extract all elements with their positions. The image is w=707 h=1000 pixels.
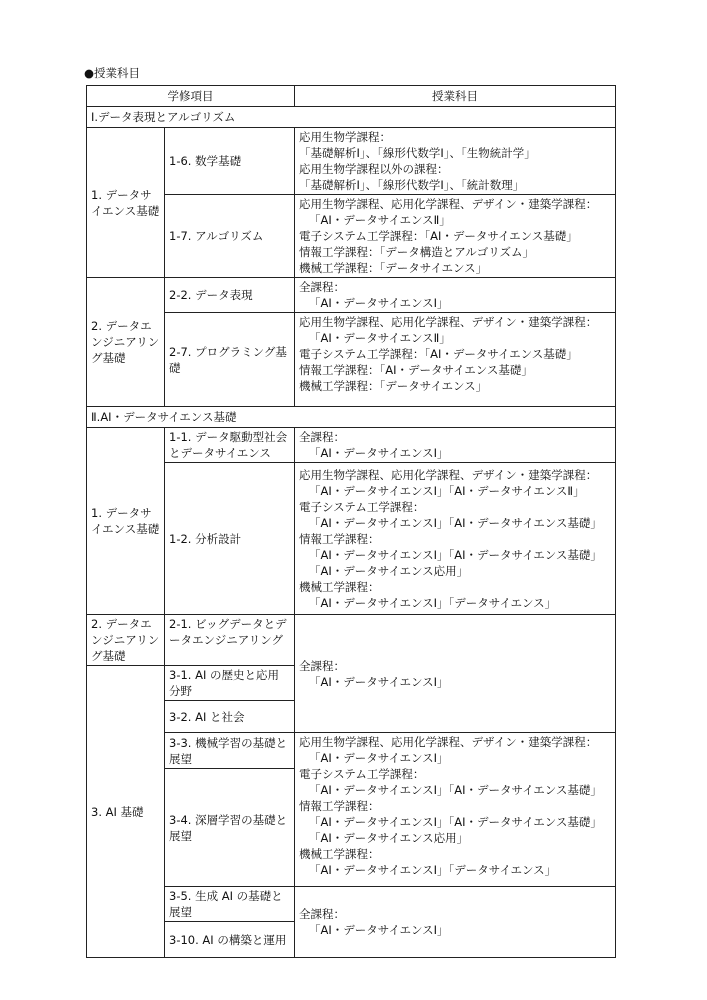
course-lines — [299, 129, 611, 193]
course-line: 「AI・データサイエンスⅠ」「AI・データサイエンス基礎」 — [309, 547, 602, 562]
table-header-row — [87, 86, 616, 107]
course-lines — [299, 314, 611, 394]
course-line: 「AI・データサイエンスⅠ」「AI・データサイエンス基礎」 — [309, 815, 602, 829]
major-item: 2. データエンジニアリング基礎 — [87, 615, 165, 666]
course-line: 情報工学課程：「データ構造とアルゴリズム」 — [299, 245, 535, 259]
minor-item: 3-10. AI の構築と運用 — [165, 922, 295, 958]
course-line: 機械工学課程：「データサイエンス」 — [299, 261, 488, 275]
course-line: 全課程： — [299, 430, 345, 444]
course-line: 電子システム工学課程：「AI・データサイエンス基礎」 — [299, 229, 578, 243]
section-title: Ⅰ.データ表現とアルゴリズム — [87, 107, 616, 128]
course-line: 「AI・データサイエンスⅠ」 — [309, 923, 449, 937]
minor-item: 3-3. 機械学習の基礎と展望 — [165, 733, 295, 769]
section-row — [87, 107, 616, 128]
course-line: 機械工学課程： — [299, 847, 380, 861]
course-line: 電子システム工学課程： — [299, 767, 425, 781]
course-line: 応用生物学課程、応用化学課程、デザイン・建築学課程： — [299, 735, 598, 749]
course-line: 情報工学課程： — [299, 799, 380, 813]
major-item: 1. データサイエンス基礎 — [87, 428, 165, 615]
header-courses: 授業科目 — [295, 86, 616, 107]
header-study-items: 学修項目 — [87, 86, 295, 107]
course-line: 「AI・データサイエンスⅠ」 — [309, 674, 449, 689]
courses-cell — [295, 615, 616, 733]
courses-cell — [295, 887, 616, 958]
course-line: 「AI・データサイエンスⅠ」 — [309, 446, 449, 460]
minor-item: 3-4. 深層学習の基礎と展望 — [165, 769, 295, 887]
course-line: 応用生物学課程、応用化学課程、デザイン・建築学課程： — [299, 197, 598, 211]
course-line: 電子システム工学課程： — [299, 499, 425, 514]
course-line: 「基礎解析Ⅰ」、「線形代数学Ⅰ」、「統計数理」 — [299, 178, 525, 192]
course-line: 応用生物学課程： — [299, 130, 391, 144]
minor-item: 3-5. 生成 AI の基礎と展望 — [165, 887, 295, 922]
major-item: 3. AI 基礎 — [87, 666, 165, 958]
table-row — [87, 887, 616, 922]
courses-cell — [295, 128, 616, 195]
course-line: 「AI・データサイエンスⅡ」 — [309, 213, 451, 227]
course-lines — [299, 467, 611, 611]
table-row — [87, 428, 616, 463]
table-row — [87, 615, 616, 666]
course-lines — [299, 906, 611, 938]
minor-item: 1-1. データ駆動型社会とデータサイエンス — [165, 428, 295, 463]
course-line: 「基礎解析Ⅰ」、「線形代数学Ⅰ」、「生物統計学」 — [299, 146, 536, 160]
course-line: 「AI・データサイエンスⅠ」「データサイエンス」 — [309, 595, 557, 610]
table-row — [87, 313, 616, 407]
major-item: 2. データエンジニアリング基礎 — [87, 278, 165, 407]
minor-item: 2-1. ビッグデータとデータエンジニアリング — [165, 615, 295, 666]
major-item: 1. データサイエンス基礎 — [87, 128, 165, 278]
course-line: 電子システム工学課程：「AI・データサイエンス基礎」 — [299, 347, 578, 361]
course-lines — [299, 658, 611, 690]
minor-item: 2-2. データ表現 — [165, 278, 295, 313]
course-line: 応用生物学課程、応用化学課程、デザイン・建築学課程： — [299, 467, 598, 482]
table-row — [87, 278, 616, 313]
course-line: 機械工学課程： — [299, 579, 380, 594]
section-heading: ●授業科目 — [84, 66, 141, 80]
minor-item: 2-7. プログラミング基礎 — [165, 313, 295, 407]
courses-cell — [295, 195, 616, 278]
courses-cell — [295, 278, 616, 313]
course-line: 情報工学課程：「AI・データサイエンス基礎」 — [299, 363, 533, 377]
course-lines — [299, 429, 611, 461]
courses-cell — [295, 428, 616, 463]
course-line: 「AI・データサイエンスⅠ」「データサイエンス」 — [309, 863, 557, 877]
course-lines — [299, 279, 611, 311]
course-lines — [299, 734, 611, 878]
course-line: 機械工学課程：「データサイエンス」 — [299, 379, 488, 393]
course-line: 情報工学課程： — [299, 531, 380, 546]
course-line: 全課程： — [299, 658, 345, 673]
curriculum-table — [86, 85, 616, 958]
minor-item: 1-2. 分析設計 — [165, 463, 295, 615]
table-row — [87, 195, 616, 278]
minor-item: 1-6. 数学基礎 — [165, 128, 295, 195]
course-line: 「AI・データサイエンスⅠ」 — [309, 296, 449, 310]
table-row — [87, 463, 616, 615]
course-line: 「AI・データサイエンスⅡ」 — [309, 331, 451, 345]
course-line: 「AI・データサイエンスⅠ」「AI・データサイエンス基礎」 — [309, 515, 602, 530]
course-line: 全課程： — [299, 280, 345, 294]
minor-item: 1-7. アルゴリズム — [165, 195, 295, 278]
course-line: 応用生物学課程、応用化学課程、デザイン・建築学課程： — [299, 315, 598, 329]
course-line: 全課程： — [299, 907, 345, 921]
course-lines — [299, 196, 611, 276]
course-line: 「AI・データサイエンス応用」 — [309, 563, 469, 578]
section-title: Ⅱ.AI・データサイエンス基礎 — [87, 407, 616, 428]
course-line: 「AI・データサイエンス応用」 — [309, 831, 469, 845]
course-line: 「AI・データサイエンスⅠ」「AI・データサイエンスⅡ」 — [309, 483, 585, 498]
table-row — [87, 128, 616, 195]
minor-item: 3-2. AI と社会 — [165, 701, 295, 733]
minor-item: 3-1. AI の歴史と応用分野 — [165, 666, 295, 701]
table-row — [87, 733, 616, 769]
courses-cell — [295, 463, 616, 615]
course-line: 応用生物学課程以外の課程： — [299, 162, 449, 176]
course-line: 「AI・データサイエンスⅠ」「AI・データサイエンス基礎」 — [309, 783, 602, 797]
course-line: 「AI・データサイエンスⅠ」 — [309, 751, 449, 765]
courses-cell — [295, 313, 616, 407]
courses-cell — [295, 733, 616, 887]
section-row — [87, 407, 616, 428]
